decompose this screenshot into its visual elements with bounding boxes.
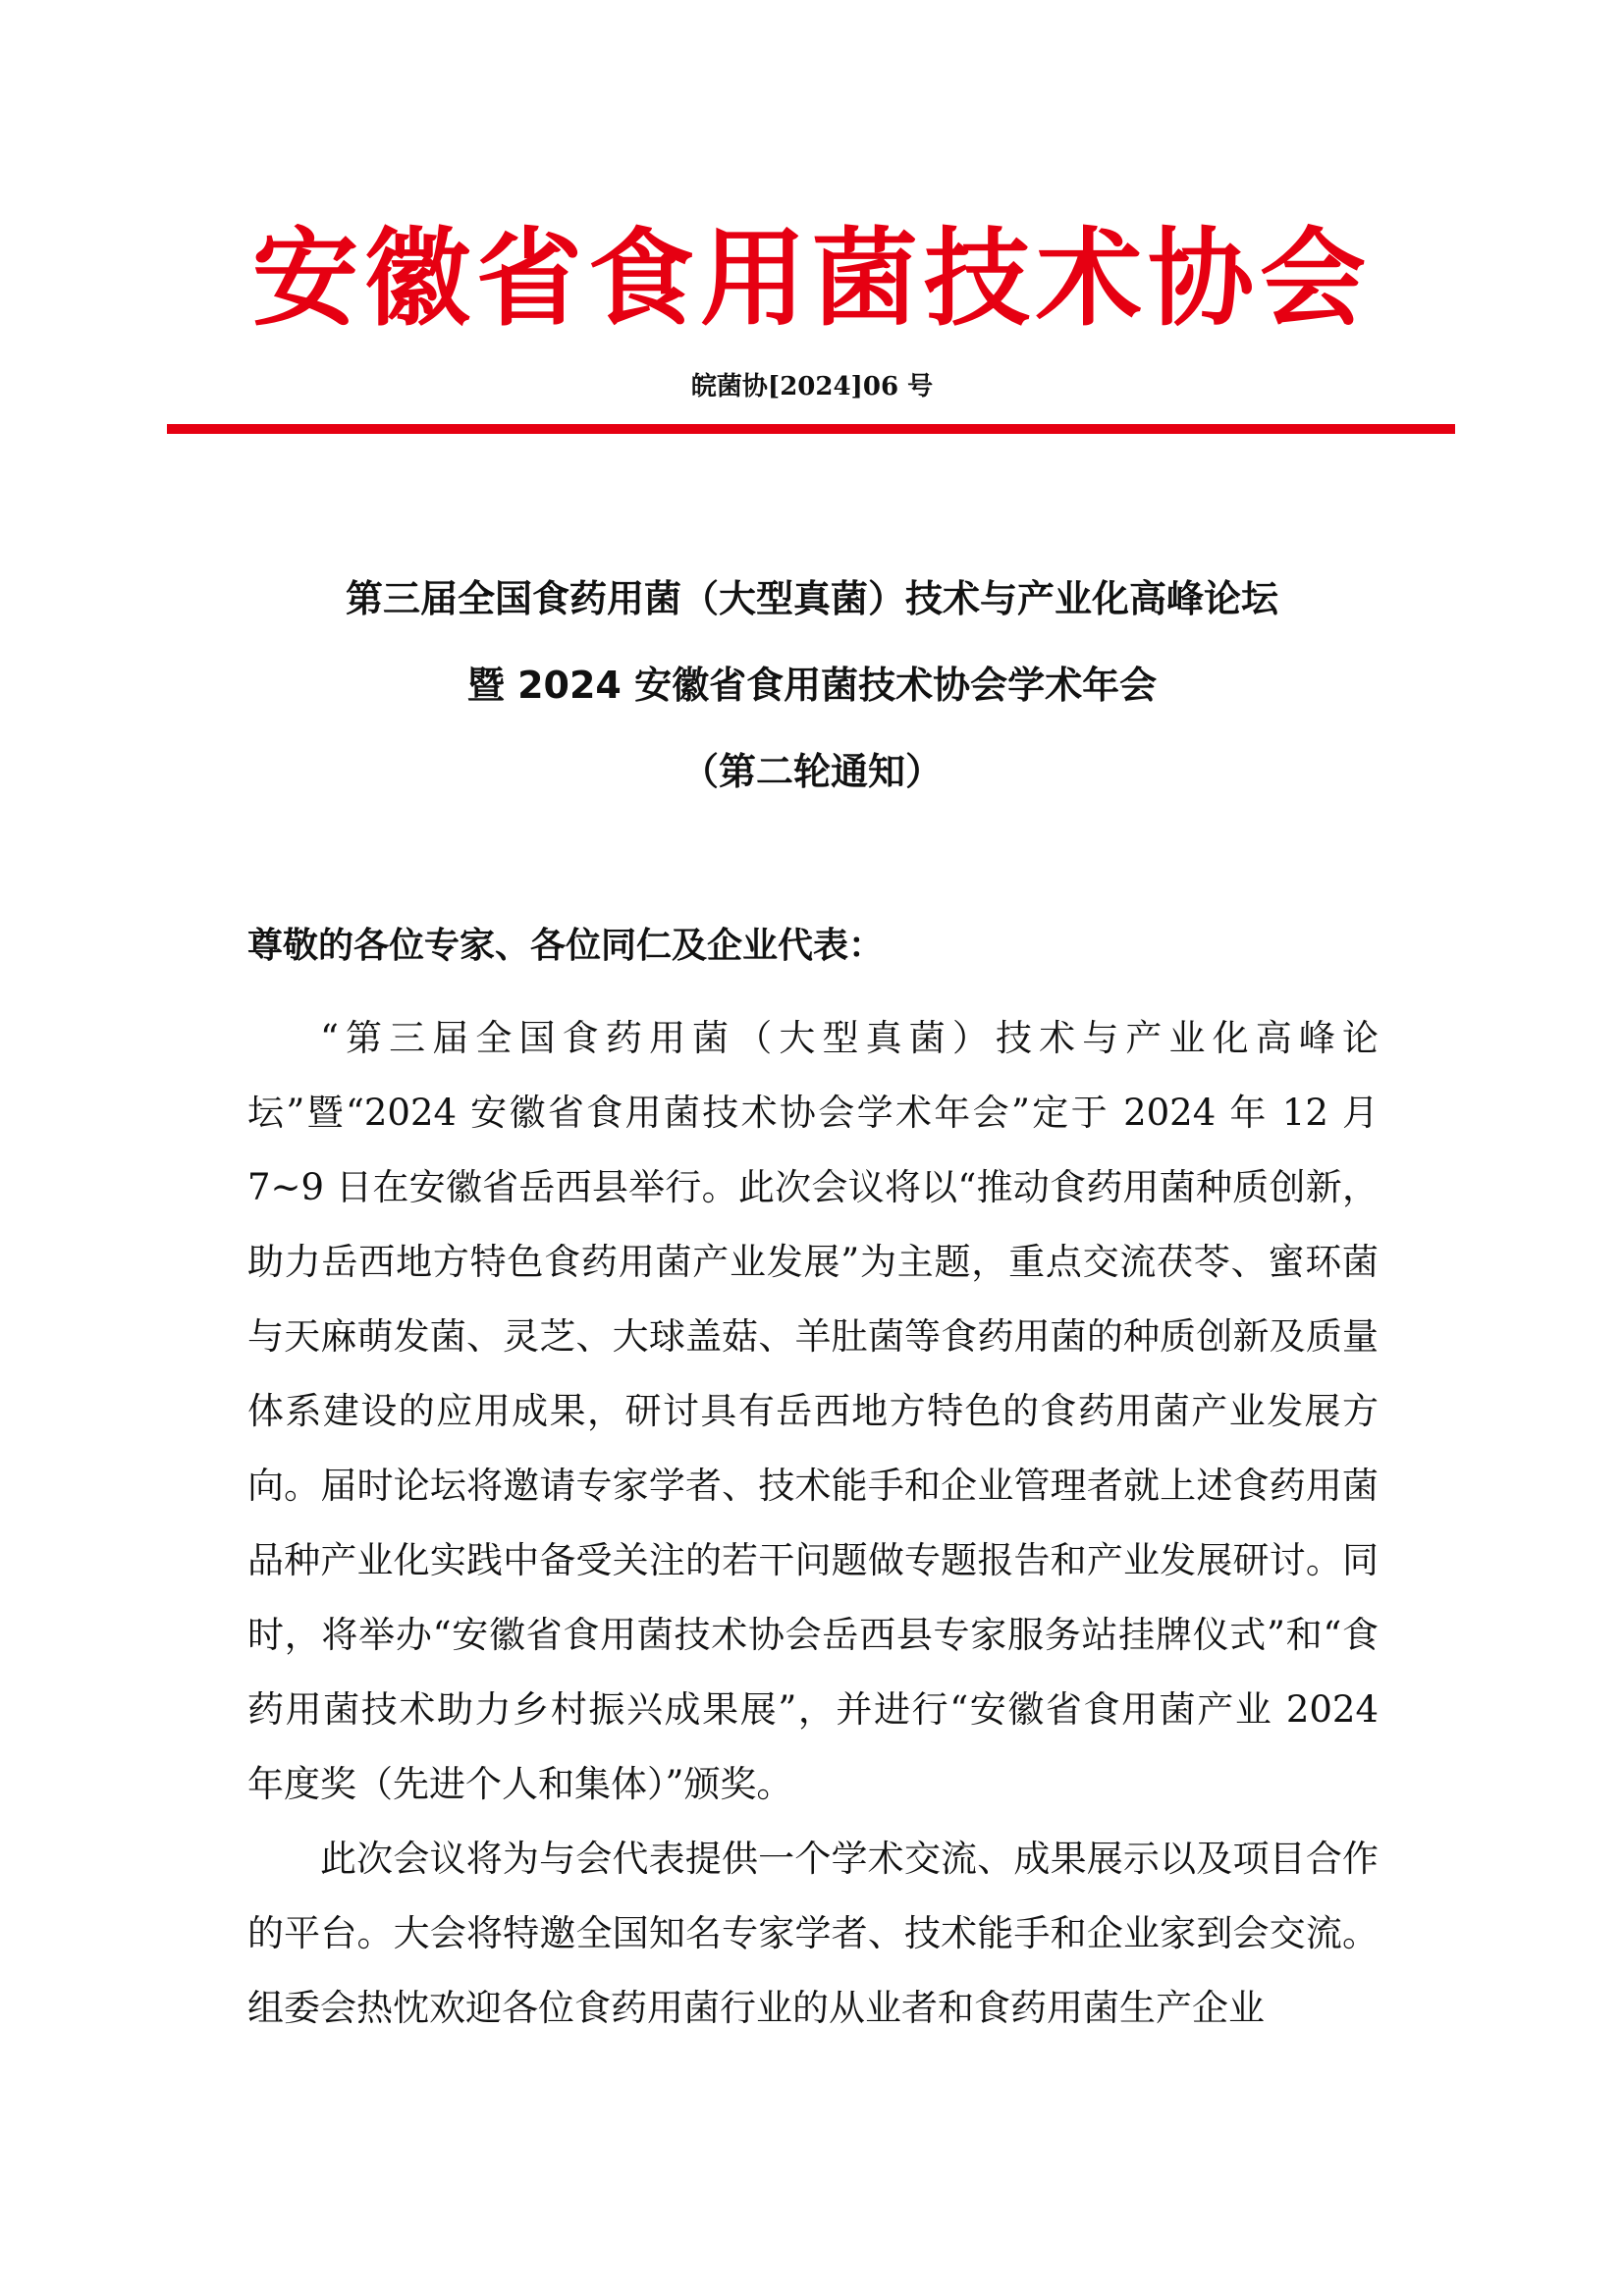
notice-title-line-2: 暨 2024 安徽省食用菌技术协会学术年会 xyxy=(466,664,1158,707)
salutation: 尊敬的各位专家、各位同仁及企业代表： xyxy=(247,926,885,966)
letterhead-red-divider xyxy=(167,424,1455,434)
body-paragraph-2: 此次会议将为与会代表提供一个学术交流、成果展示以及项目合作的平台。大会将特邀全国知名专家学者、技术能手和企业家到会交流。组委会热忱欢迎各位食药用菌行业的从业者和食药用菌生产企业 xyxy=(247,1838,1379,2029)
document-number: 皖菌协[2024]06 号 xyxy=(690,372,934,401)
letterhead-organization-title: 安徽省食用菌技术协会 xyxy=(251,218,1372,341)
notice-title-line-3: （第二轮通知） xyxy=(680,750,943,793)
body-paragraph-1: “第三届全国食药用菌（大型真菌）技术与产业化高峰论坛”暨“2024 安徽省食用菌技术协会学术年会”定于 2024 年 12 月 7~9 日在安徽省岳西县举行。此次会议将以“推动食药用菌种质创新，助力岳西地方特色食药用菌产业发展”为主题，重点交流茯苓、蜜环菌与天麻萌发菌、灵芝、大球盖菇、羊肚菌等食药用菌的种质创新及质量体系建设的应用成果，研讨具有岳西地方特色的食药用菌产业发展方向。届时论坛将邀请专家学者、技术能手和企业管理者就上述食药用菌品种产业化实践中备受关注的若干问题做专题报告和产业发展研讨。同时，将举办“安徽省食用菌技术协会岳西县专家服务站挂牌仪式”和“食药用菌技术助力乡村振兴成果展”，并进行“安徽省食用菌产业 2024 年度奖（先进个人和集体）”颁奖。 xyxy=(247,1017,1379,1805)
notice-title-line-1: 第三届全国食药用菌（大型真菌）技术与产业化高峰论坛 xyxy=(345,577,1278,620)
